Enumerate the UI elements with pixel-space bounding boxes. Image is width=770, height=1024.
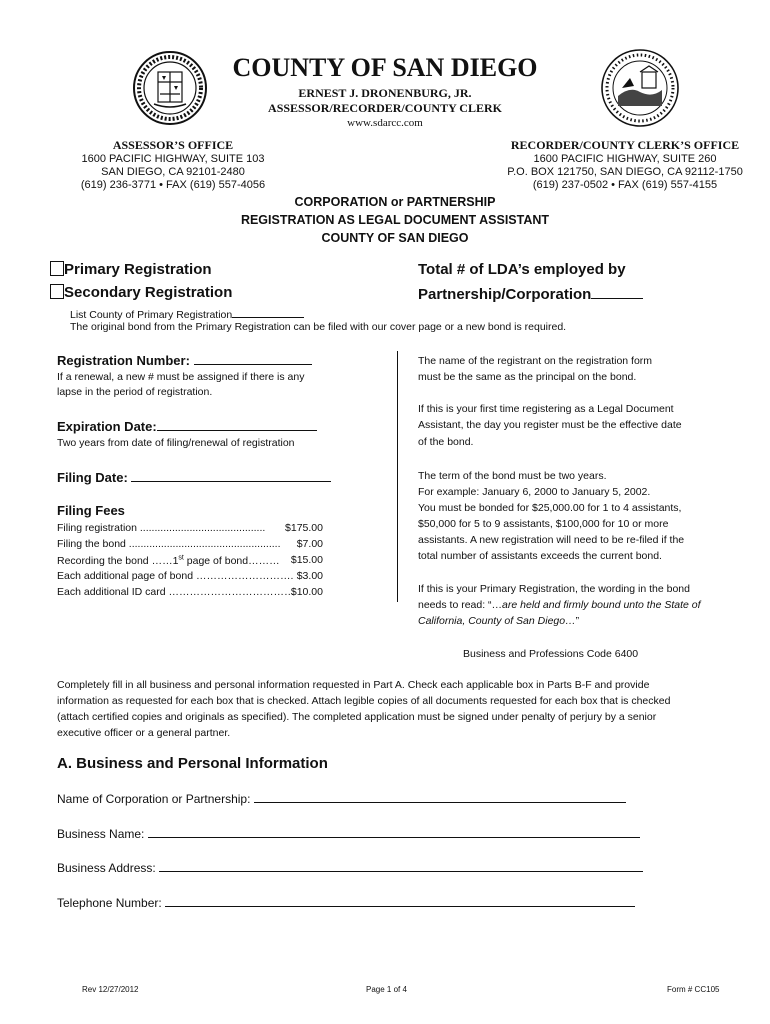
fee-row <box>57 538 323 550</box>
official-role: ASSESSOR/RECORDER/COUNTY CLERK <box>268 101 502 115</box>
list-county-label: List County of Primary Registration <box>70 309 233 321</box>
registration-number-field[interactable] <box>194 351 312 365</box>
list-county-field[interactable] <box>232 306 304 318</box>
primary-wording-note-1: If this is your Primary Registration, the wording in the bond <box>418 583 690 595</box>
business-code: Business and Professions Code 6400 <box>463 648 639 660</box>
business-address-label: Business Address: <box>57 861 156 875</box>
total-lda-field[interactable] <box>591 284 643 299</box>
website-link[interactable]: www.sdarcc.com <box>347 117 423 129</box>
fee-row <box>57 586 323 598</box>
first-time-note-1: If this is your first time registering as a Legal Document <box>418 403 674 415</box>
primary-wording-note-2 <box>418 599 701 611</box>
telephone-label: Telephone Number: <box>57 896 162 910</box>
expiration-date-field[interactable] <box>157 417 317 431</box>
expiration-date-label: Expiration Date: <box>57 419 157 434</box>
form-title-line-1: CORPORATION or PARTNERSHIP <box>294 195 496 209</box>
partnership-corporation-label: Partnership/Corporation <box>418 286 592 303</box>
registration-number-note-1: If a renewal, a new # must be assigned if there is any <box>57 371 305 383</box>
bond-term-note-2: For example: January 6, 2000 to January 5, 2002. <box>418 486 651 498</box>
partnership-corporation-row <box>418 284 643 303</box>
bond-term-note-1: The term of the bond must be two years. <box>418 470 607 482</box>
assessor-office-title: ASSESSOR’S OFFICE <box>112 138 234 152</box>
fee-row <box>57 522 323 534</box>
fee-label: Each additional ID card ……………………………… <box>57 586 295 598</box>
secondary-registration-label: Secondary Registration <box>64 284 233 301</box>
total-lda-label: Total # of LDA’s employed by <box>418 261 626 278</box>
assessor-phone: (619) 236-3771 • FAX (619) 557-4056 <box>80 179 266 191</box>
wording-quote-2: California, County of San Diego… <box>418 615 576 627</box>
bond-term-note-4: $50,000 for 5 to 9 assistants, $100,000 for 10 or more <box>418 518 669 530</box>
bond-note: The original bond from the Primary Registration can be filed with our cover page or a new bond is required. <box>70 321 567 333</box>
form-title-line-3: COUNTY OF SAN DIEGO <box>321 231 469 245</box>
corporation-name-field[interactable] <box>254 790 626 803</box>
column-divider <box>397 351 398 602</box>
corporation-name-label: Name of Corporation or Partnership: <box>57 792 251 806</box>
wording-prefix: needs to read: “… <box>418 599 503 611</box>
bond-term-note-6: total number of assistants exceeds the current bond. <box>418 550 662 562</box>
assessor-address-2: SAN DIEGO, CA 92101-2480 <box>101 166 245 178</box>
fee-label: Filing the bond .................................................... <box>57 538 281 550</box>
bond-term-note-3: You must be bonded for $25,000.00 for 1 to 4 assistants, <box>418 502 682 514</box>
primary-registration-checkbox[interactable] <box>50 261 64 276</box>
instructions-line-2: information as requested for each box that is checked. Attach legible copies of all documents requested for each box that is checked <box>57 695 671 707</box>
registration-number-note-2: lapse in the period of registration. <box>57 386 213 398</box>
business-name-row <box>57 825 640 841</box>
secondary-registration-checkbox[interactable] <box>50 284 64 299</box>
fee-amount: $3.00 <box>296 570 323 582</box>
instructions-line-1: Completely fill in all business and personal information requested in Part A. Check each applicable box in Parts B-F and provide <box>57 679 650 691</box>
corporation-name-row <box>57 790 626 806</box>
instructions-line-3: (attach certified copies and originals as specified). The completed application must be signed under penalty of perjury by a senior <box>57 711 657 723</box>
assessor-address-1: 1600 PACIFIC HIGHWAY, SUITE 103 <box>81 153 265 165</box>
first-time-note-2: Assistant, the day you register must be the effective date <box>418 419 682 431</box>
list-county-row <box>70 306 304 321</box>
business-address-row <box>57 859 643 875</box>
filing-date-row <box>57 468 331 485</box>
section-a-title: A. Business and Personal Information <box>57 755 328 772</box>
page-number: Page 1 of 4 <box>366 985 407 994</box>
fee-amount: $175.00 <box>285 522 323 534</box>
fee-label: Recording the bond ……1st page of bond……… <box>57 554 280 567</box>
first-time-note-3: of the bond. <box>418 436 474 448</box>
business-name-field[interactable] <box>148 825 640 838</box>
fee-amount: $7.00 <box>296 538 323 550</box>
bond-term-note-5: assistants. A new registration will need to be re-filed if the <box>418 534 685 546</box>
wording-suffix: ” <box>575 615 580 627</box>
wording-quote-1: are held and firmly bound unto the State of <box>502 599 701 611</box>
fee-label: Each additional page of bond ………………………. <box>57 570 294 582</box>
revision-date: Rev 12/27/2012 <box>82 985 139 994</box>
expiration-date-row <box>57 417 317 434</box>
telephone-field[interactable] <box>165 894 635 907</box>
recorder-phone: (619) 237-0502 • FAX (619) 557-4155 <box>532 179 718 191</box>
filing-fees-title: Filing Fees <box>57 503 125 518</box>
business-name-label: Business Name: <box>57 827 145 841</box>
form-title-line-2: REGISTRATION AS LEGAL DOCUMENT ASSISTANT <box>240 213 550 227</box>
registration-number-row <box>57 351 312 368</box>
form-number: Form # CC105 <box>667 985 720 994</box>
business-address-field[interactable] <box>159 859 643 872</box>
official-name: ERNEST J. DRONENBURG, JR. <box>298 86 472 100</box>
primary-wording-note-3 <box>418 615 579 627</box>
recorder-office-title: RECORDER/COUNTY CLERK’S OFFICE <box>510 138 740 152</box>
recorder-address-1: 1600 PACIFIC HIGHWAY, SUITE 260 <box>533 153 717 165</box>
registration-number-label: Registration Number: <box>57 353 190 368</box>
recorder-address-2: P.O. BOX 121750, SAN DIEGO, CA 92112-1750 <box>507 166 743 178</box>
fee-row <box>57 570 323 582</box>
registrant-note-1: The name of the registrant on the registration form <box>418 355 653 367</box>
county-title: COUNTY OF SAN DIEGO <box>232 53 538 82</box>
expiration-date-note: Two years from date of filing/renewal of registration <box>57 437 295 449</box>
filing-date-field[interactable] <box>131 468 331 482</box>
registrant-note-2: must be the same as the principal on the bond. <box>418 371 637 383</box>
telephone-row <box>57 894 635 910</box>
fee-amount: $15.00 <box>290 554 323 566</box>
filing-date-label: Filing Date: <box>57 470 128 485</box>
fee-row <box>57 554 323 567</box>
fee-amount: $10.00 <box>290 586 323 598</box>
fee-label: Filing registration ........................................... <box>57 522 266 534</box>
instructions-line-4: executive officer or a general partner. <box>57 727 231 739</box>
primary-registration-label: Primary Registration <box>64 261 212 278</box>
